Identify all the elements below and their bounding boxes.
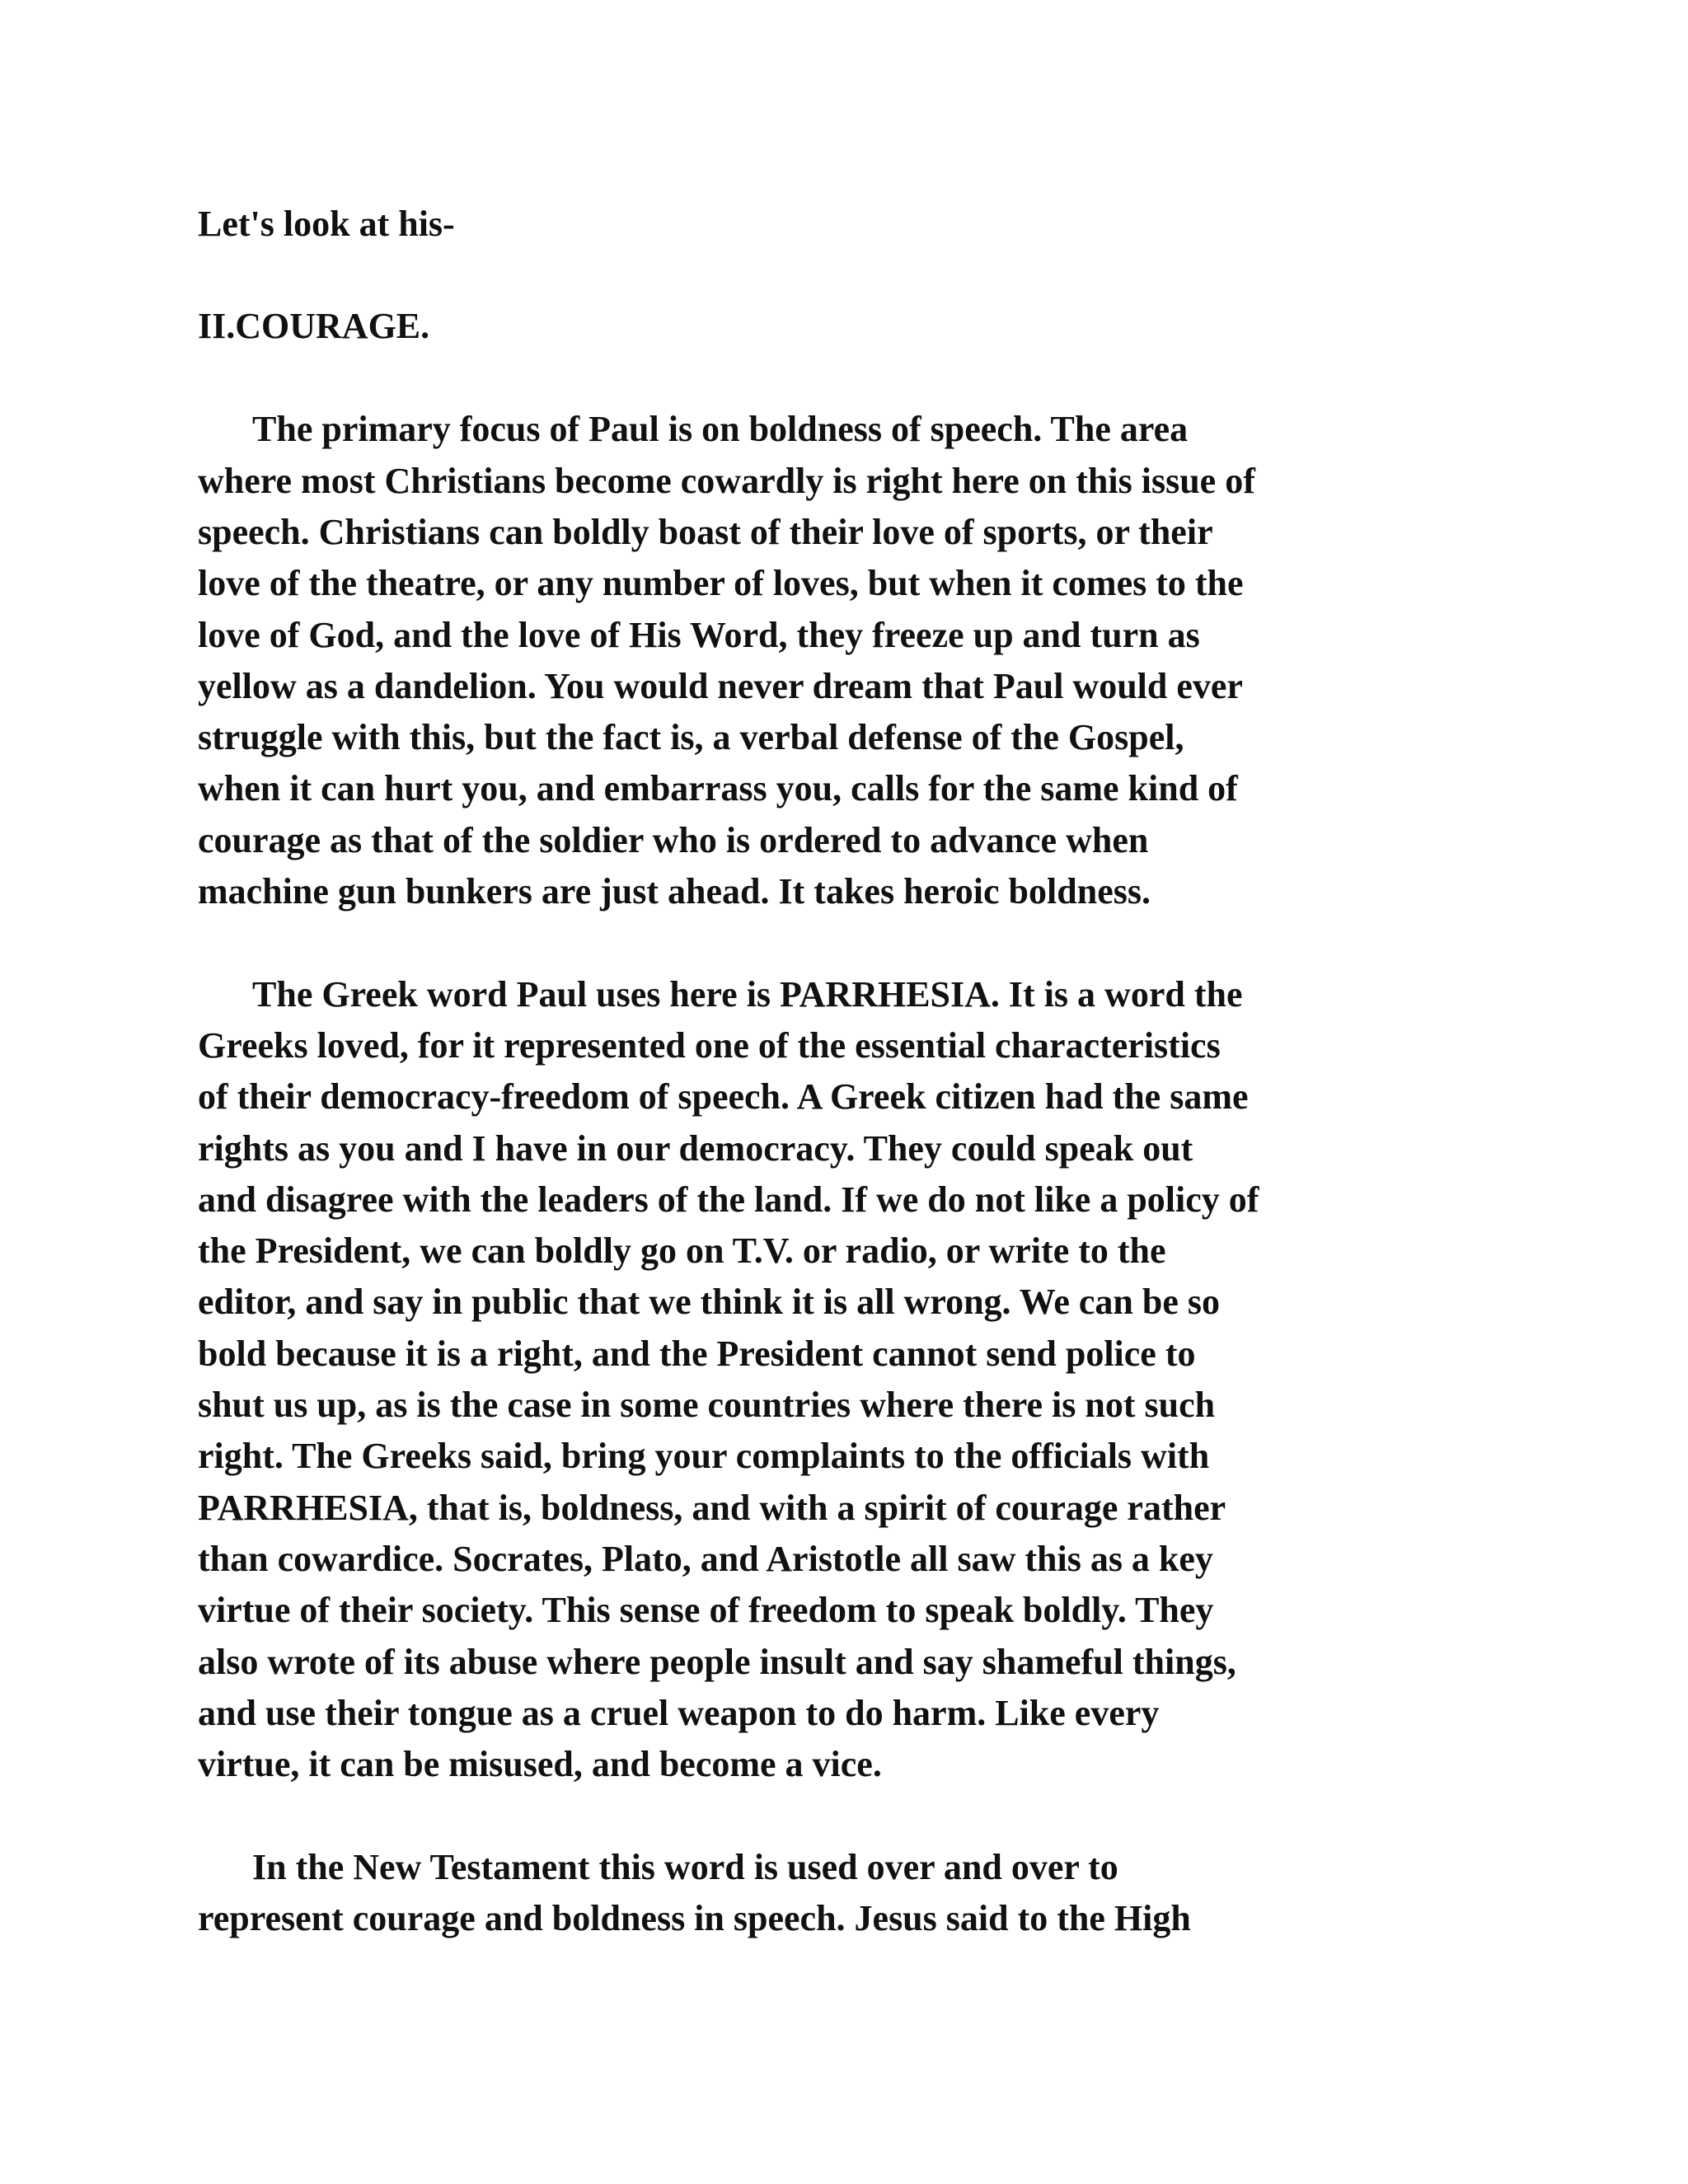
paragraph-line: rights as you and I have in our democracy. They could speak out [198, 1128, 1193, 1169]
paragraph-line: where most Christians become cowardly is right here on this issue of [198, 461, 1255, 501]
intro-line: Let's look at his- [198, 204, 455, 244]
paragraph-line: love of God, and the love of His Word, they freeze up and turn as [198, 615, 1200, 655]
paragraph-line: yellow as a dandelion. You would never dream that Paul would ever [198, 666, 1243, 706]
paragraph-line: editor, and say in public that we think it is all wrong. We can be so [198, 1282, 1220, 1322]
paragraph-line: also wrote of its abuse where people insult and say shameful things, [198, 1642, 1236, 1682]
paragraph-line: when it can hurt you, and embarrass you, calls for the same kind of [198, 768, 1238, 808]
section-heading: II.COURAGE. [198, 306, 430, 346]
paragraph-line: In the New Testament this word is used over and over to [252, 1847, 1118, 1887]
paragraph-line: PARRHESIA, that is, boldness, and with a spirit of courage rather [198, 1488, 1226, 1528]
paragraph-line: represent courage and boldness in speech. Jesus said to the High [198, 1898, 1191, 1938]
paragraph-line: Greeks loved, for it represented one of the essential characteristics [198, 1025, 1221, 1066]
paragraph-line: courage as that of the soldier who is ordered to advance when [198, 820, 1149, 860]
paragraph-line: love of the theatre, or any number of loves, but when it comes to the [198, 563, 1244, 603]
paragraph-line: bold because it is a right, and the President cannot send police to [198, 1333, 1196, 1374]
paragraph-line: machine gun bunkers are just ahead. It takes heroic boldness. [198, 871, 1151, 912]
paragraph-line: and use their tongue as a cruel weapon to do harm. Like every [198, 1693, 1160, 1733]
paragraph-line: the President, we can boldly go on T.V. or radio, or write to the [198, 1230, 1166, 1271]
paragraph-line: speech. Christians can boldly boast of their love of sports, or their [198, 512, 1213, 552]
paragraph-line: struggle with this, but the fact is, a verbal defense of the Gospel, [198, 717, 1184, 757]
paragraph-line: The primary focus of Paul is on boldness of speech. The area [252, 409, 1189, 449]
paragraph-line: shut us up, as is the case in some countries where there is not such [198, 1385, 1216, 1425]
paragraph-line: virtue of their society. This sense of freedom to speak boldly. They [198, 1590, 1214, 1630]
paragraph-line: virtue, it can be misused, and become a vice. [198, 1744, 882, 1784]
paragraph-line: right. The Greeks said, bring your complaints to the officials with [198, 1436, 1210, 1476]
paragraph-line: than cowardice. Socrates, Plato, and Aristotle all saw this as a key [198, 1539, 1213, 1579]
paragraph-line: of their democracy-freedom of speech. A Greek citizen had the same [198, 1076, 1249, 1117]
paragraph-line: and disagree with the leaders of the land. If we do not like a policy of [198, 1179, 1259, 1220]
paragraph-line: The Greek word Paul uses here is PARRHESIA. It is a word the [252, 974, 1243, 1015]
